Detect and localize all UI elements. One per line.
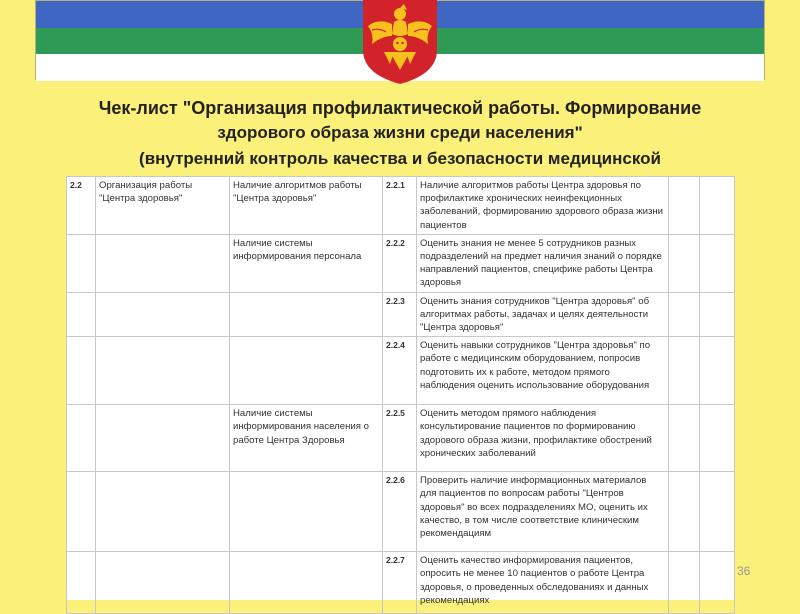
criterion-cell — [230, 552, 383, 614]
criterion-cell — [230, 292, 383, 337]
item-code-cell: 2.2.3 — [383, 292, 417, 337]
area-cell — [96, 234, 230, 292]
empty-cell — [700, 552, 735, 614]
area-cell — [96, 405, 230, 472]
title-line-1: Чек-лист "Организация профилактической работы. Формирование — [98, 98, 702, 118]
checklist-table — [66, 176, 735, 614]
table-row — [67, 292, 735, 337]
item-code-cell: 2.2.2 — [383, 234, 417, 292]
area-cell — [96, 472, 230, 552]
item-text-cell: Оценить знания не менее 5 сотрудников разных подразделений на предмет наличия знаний о порядке направлений пациентов, специфике работы Центра здоровья — [417, 234, 669, 292]
criterion-cell — [230, 337, 383, 405]
area-cell: Организация работы "Центра здоровья" — [96, 177, 230, 235]
table-row — [67, 177, 735, 235]
page-title — [40, 96, 760, 174]
section-cell — [67, 405, 96, 472]
title-line-3: (внутренний контроль качества и безопасности медицинской — [139, 149, 661, 168]
item-text-cell: Оценить навыки сотрудников "Центра здоровья" по работе с медицинским оборудованием, попросив подготовить их к работе, методом прямого наблюдения оценить использование оборудования — [417, 337, 669, 405]
empty-cell — [669, 234, 700, 292]
empty-cell — [669, 177, 700, 235]
empty-cell — [669, 472, 700, 552]
item-code-cell: 2.2.6 — [383, 472, 417, 552]
criterion-cell: Наличие алгоритмов работы "Центра здоровья" — [230, 177, 383, 235]
area-cell — [96, 552, 230, 614]
section-cell — [67, 292, 96, 337]
page-number: 36 — [737, 564, 751, 578]
area-cell — [96, 337, 230, 405]
table-row — [67, 234, 735, 292]
checklist-sheet — [66, 176, 734, 606]
item-text-cell: Оценить знания сотрудников "Центра здоровья" об алгоритмах работы, задачах и целях деятельности "Центра здоровья" — [417, 292, 669, 337]
section-cell — [67, 472, 96, 552]
section-cell: 2.2 — [67, 177, 96, 235]
empty-cell — [700, 234, 735, 292]
empty-cell — [700, 292, 735, 337]
empty-cell — [700, 405, 735, 472]
item-code-cell: 2.2.1 — [383, 177, 417, 235]
komi-bird-coat-of-arms-icon — [358, 0, 442, 84]
empty-cell — [669, 405, 700, 472]
item-code-cell: 2.2.5 — [383, 405, 417, 472]
empty-cell — [700, 177, 735, 235]
empty-cell — [700, 337, 735, 405]
area-cell — [96, 292, 230, 337]
criterion-cell: Наличие системы информирования персонала — [230, 234, 383, 292]
empty-cell — [669, 552, 700, 614]
empty-cell — [669, 337, 700, 405]
title-line-2: здорового образа жизни среди населения" — [217, 123, 583, 142]
section-cell — [67, 234, 96, 292]
table-row — [67, 552, 735, 614]
empty-cell — [700, 472, 735, 552]
item-code-cell: 2.2.7 — [383, 552, 417, 614]
criterion-cell: Наличие системы информирования населения о работе Центра Здоровья — [230, 405, 383, 472]
table-row — [67, 337, 735, 405]
item-code-cell: 2.2.4 — [383, 337, 417, 405]
table-row — [67, 472, 735, 552]
criterion-cell — [230, 472, 383, 552]
item-text-cell: Оценить методом прямого наблюдения консультирование пациентов по формированию здорового образа жизни, профилактике обострений хронических заболеваний — [417, 405, 669, 472]
section-cell — [67, 552, 96, 614]
item-text-cell: Наличие алгоритмов работы Центра здоровья по профилактике хронических неинфекционных заболеваний, формированию здорового образа жизни пациентов — [417, 177, 669, 235]
item-text-cell: Проверить наличие информационных материалов для пациентов по вопросам работы "Центров здоровья" во всех подразделениях МО, оценить их качество, в том числе соответствие клиническим рекомендациям — [417, 472, 669, 552]
empty-cell — [669, 292, 700, 337]
table-row — [67, 405, 735, 472]
section-cell — [67, 337, 96, 405]
item-text-cell: Оценить качество информирования пациентов, опросить не менее 10 пациентов о работе Центра здоровья, о проведенных обследованиях и данных рекомендациях — [417, 552, 669, 614]
